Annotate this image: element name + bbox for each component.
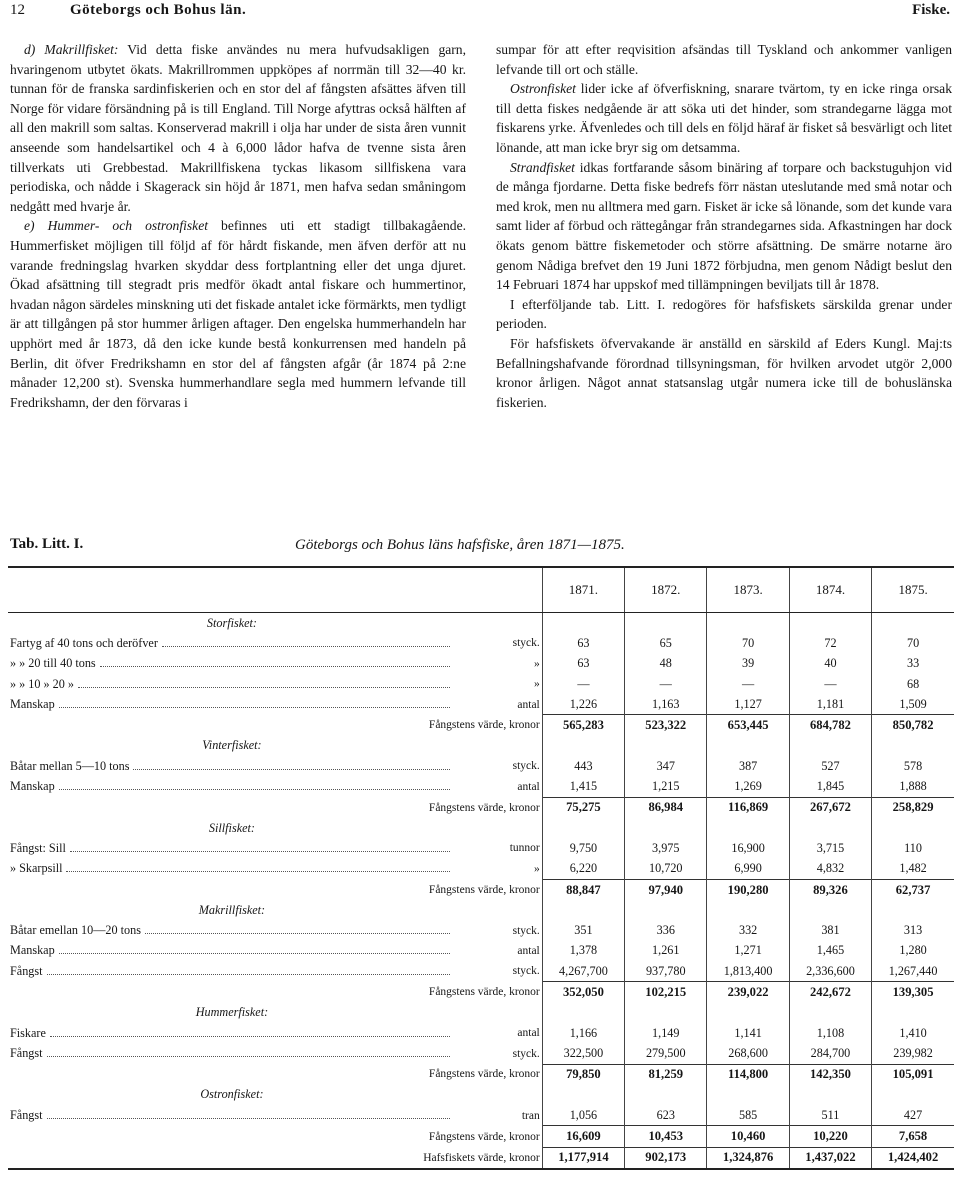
year-value-cell: 114,800 (707, 1064, 789, 1085)
section-heading-row (8, 818, 954, 838)
empty-cell (707, 1003, 789, 1023)
year-value-cell: 1,267,440 (872, 961, 954, 982)
empty-cell (707, 736, 789, 756)
table-header-row (8, 567, 954, 613)
section-title: Fiske. (912, 2, 950, 18)
table-row (8, 838, 954, 858)
row-label-cell (8, 838, 456, 858)
year-value-cell: 40 (789, 654, 871, 674)
year-value-cell: 70 (872, 633, 954, 653)
unit-cell (456, 736, 542, 756)
year-value-cell: 3,715 (789, 838, 871, 858)
year-value-cell: 1,280 (872, 941, 954, 961)
total-label: Fångstens värde, kronor (428, 801, 540, 814)
table-title: Göteborgs och Bohus läns hafsfiske, åren 1871—1875. (295, 537, 625, 553)
body-paragraph (496, 40, 952, 79)
year-value-cell: 10,720 (625, 859, 707, 880)
paragraph-lead: e) Hummer- och ostronfisket (24, 218, 209, 234)
unit-cell (456, 900, 542, 920)
year-value-cell: 527 (789, 756, 871, 776)
row-label-text: Fartyg af 40 tons och deröfver (10, 635, 158, 650)
row-label (10, 923, 454, 938)
leader-dots (47, 1046, 450, 1057)
table-row (8, 941, 954, 961)
year-value-cell: 1,056 (542, 1105, 624, 1126)
grand-total-label: Hafsfiskets värde, kronor (423, 1151, 540, 1164)
year-value-cell: 351 (542, 920, 624, 940)
leader-dots (162, 636, 450, 647)
page-header (10, 2, 950, 26)
year-value-cell: 239,022 (707, 982, 789, 1003)
year-value-cell: 523,322 (625, 715, 707, 736)
table-row (8, 859, 954, 880)
year-value-cell: 62,737 (872, 879, 954, 900)
year-value-cell: 1,415 (542, 776, 624, 797)
section-heading-row (8, 1085, 954, 1105)
row-label (10, 779, 454, 794)
unit-cell (456, 613, 542, 634)
year-value-cell: 68 (872, 674, 954, 694)
section-heading-row (8, 900, 954, 920)
total-label: Fångstens värde, kronor (428, 1068, 540, 1081)
row-label (10, 1046, 454, 1061)
paragraph-lead: d) Makrillfisket: (24, 42, 119, 57)
row-label-text: Båtar emellan 10—20 tons (10, 923, 141, 938)
year-value-cell: 1,271 (707, 941, 789, 961)
year-value-cell: — (542, 674, 624, 694)
year-value-cell: 937,780 (625, 961, 707, 982)
year-value-cell: 4,267,700 (542, 961, 624, 982)
year-value-cell: 33 (872, 654, 954, 674)
year-header: 1874. (789, 567, 871, 613)
year-header: 1875. (872, 567, 954, 613)
empty-cell (872, 736, 954, 756)
table-row (8, 694, 954, 715)
leader-dots (100, 656, 450, 667)
year-value-cell: 10,453 (625, 1126, 707, 1147)
year-value-cell: 242,672 (789, 982, 871, 1003)
unit-cell (456, 1003, 542, 1023)
row-label (10, 677, 454, 692)
row-label-cell (8, 1023, 456, 1043)
year-value-cell: 89,326 (789, 879, 871, 900)
year-value-cell: 1,108 (789, 1023, 871, 1043)
section-title: Makrillfisket: (198, 902, 266, 917)
year-value-cell: 578 (872, 756, 954, 776)
page-number: 12 (10, 2, 25, 18)
year-value-cell: 313 (872, 920, 954, 940)
leader-dots (59, 779, 450, 790)
paragraph-text: För hafsfiskets öfvervakande är anställd en särskild af Eders Kungl. Maj:ts Befallningshafvande förordnad tillsyningsman, för hvilken arvodet utgör 2,000 kronor årligen. Något annat statsanslag utgår numera icke till de bohuslänska fiskerien. (496, 335, 952, 410)
year-value-cell: 1,410 (872, 1023, 954, 1043)
section-total-row (8, 797, 954, 818)
year-value-cell: 387 (707, 756, 789, 776)
section-total-row (8, 982, 954, 1003)
year-value-cell: 565,283 (542, 715, 624, 736)
row-label-text: Fångst (10, 963, 43, 978)
year-value-cell: 65 (625, 633, 707, 653)
year-value-cell: — (707, 674, 789, 694)
paragraph-text: I efterföljande tab. Litt. I. redogöres för hafsfiskets särskilda grenar under perioden. (496, 296, 952, 332)
year-value-cell: 850,782 (872, 715, 954, 736)
row-label-cell (8, 920, 456, 940)
year-value-cell: 2,336,600 (789, 961, 871, 982)
year-value-cell: 1,813,400 (707, 961, 789, 982)
section-total-row (8, 715, 954, 736)
table-row (8, 756, 954, 776)
empty-cell (789, 1003, 871, 1023)
table-label: Tab. Litt. I. (10, 536, 84, 552)
unit-cell: » (534, 678, 540, 691)
empty-cell (625, 900, 707, 920)
year-value-cell: 427 (872, 1105, 954, 1126)
year-value-cell: 1,261 (625, 941, 707, 961)
year-value-cell: 142,350 (789, 1064, 871, 1085)
body-paragraph (496, 158, 952, 295)
year-header: 1871. (542, 567, 624, 613)
year-value-cell: 1,127 (707, 694, 789, 715)
year-value-cell: 267,672 (789, 797, 871, 818)
year-value-cell: 81,259 (625, 1064, 707, 1085)
section-total-row (8, 879, 954, 900)
row-label (10, 1108, 454, 1123)
empty-cell (707, 1085, 789, 1105)
row-label (10, 943, 454, 958)
row-label-cell (8, 633, 456, 653)
body-paragraph (10, 40, 466, 216)
body-paragraph (496, 79, 952, 157)
paragraph-lead: Strandfisket (510, 159, 575, 175)
year-value-cell: 1,177,914 (542, 1147, 624, 1169)
row-label-cell (8, 654, 456, 674)
unit-cell: styck. (512, 760, 540, 773)
year-value-cell: 1,141 (707, 1023, 789, 1043)
section-heading-row (8, 1003, 954, 1023)
year-value-cell: 9,750 (542, 838, 624, 858)
year-value-cell: 10,460 (707, 1126, 789, 1147)
year-value-cell: 16,609 (542, 1126, 624, 1147)
paragraph-text: sumpar för att efter reqvisition afsändas till Tyskland och ankommer vanligen lefvande till ort och ställe. (496, 42, 952, 77)
table-row (8, 1023, 954, 1043)
year-header: 1872. (625, 567, 707, 613)
year-value-cell: 347 (625, 756, 707, 776)
year-value-cell: 70 (707, 633, 789, 653)
year-value-cell: — (789, 674, 871, 694)
year-value-cell: 1,509 (872, 694, 954, 715)
empty-cell (625, 1003, 707, 1023)
leader-dots (70, 841, 450, 852)
total-label: Fångstens värde, kronor (428, 1130, 540, 1143)
year-value-cell: 1,166 (542, 1023, 624, 1043)
year-value-cell: 7,658 (872, 1126, 954, 1147)
leader-dots (145, 923, 450, 934)
table-row (8, 920, 954, 940)
year-value-cell: 1,465 (789, 941, 871, 961)
leader-dots (47, 1108, 450, 1119)
year-value-cell: 322,500 (542, 1043, 624, 1064)
row-label-cell (8, 941, 456, 961)
row-label-text: Fångst: Sill (10, 840, 66, 855)
year-value-cell: 48 (625, 654, 707, 674)
section-title: Hummerfisket: (195, 1005, 269, 1020)
empty-cell (789, 1085, 871, 1105)
year-value-cell: 10,220 (789, 1126, 871, 1147)
section-title: Storfisket: (206, 615, 257, 630)
empty-cell (542, 1003, 624, 1023)
unit-cell: » (534, 862, 540, 875)
row-label-cell (8, 756, 456, 776)
row-label-text: Fångst (10, 1046, 43, 1061)
leader-dots (59, 943, 450, 954)
row-label-text: Manskap (10, 779, 55, 794)
year-value-cell: 79,850 (542, 1064, 624, 1085)
empty-cell (872, 1085, 954, 1105)
empty-cell (789, 900, 871, 920)
year-value-cell: 63 (542, 654, 624, 674)
year-value-cell: 102,215 (625, 982, 707, 1003)
year-value-cell: 116,869 (707, 797, 789, 818)
section-heading-row (8, 613, 954, 634)
unit-cell: antal (517, 944, 540, 957)
empty-cell (707, 818, 789, 838)
paragraph-lead: Ostronfisket (510, 81, 576, 97)
empty-cell (707, 613, 789, 634)
year-value-cell: 623 (625, 1105, 707, 1126)
empty-cell (872, 818, 954, 838)
year-value-cell: 72 (789, 633, 871, 653)
empty-cell (707, 900, 789, 920)
year-value-cell: 1,888 (872, 776, 954, 797)
unit-cell: tunnor (509, 842, 540, 855)
year-value-cell: 86,984 (625, 797, 707, 818)
body-paragraph (496, 334, 952, 412)
row-label-text: » Skarpsill (10, 861, 63, 876)
empty-cell (542, 900, 624, 920)
year-value-cell: 88,847 (542, 879, 624, 900)
paragraph-text: befinnes uti ett stadigt tillbakagående. Hummerfisket möjligen till följd af för hårdt fiskande, men äfven derför att nu varande fredningslag hvarken skyddar dess fortplantning eller det unga djuret. Ökad afsättning till stegradt pris medför ökadt antal fiskare och hummertinor, hvadan någon särdeles minskning uti det fiskade antalet icke förmärkts, men tydligt är att tillgången på stor hummer årligen aftager. Den engelska hummerhandeln har upphört med år 1873, då den icke kunde bestå konkurrensen med handeln på Berlin, dit öfver Fredrikshamn en stor del af fångsten afgår (år 1874 på 2:ne månader 12,200 st). Svenska hummerhandlare segla med hummern lefvande till Fredrikshamn, der den förvaras i (10, 218, 467, 410)
year-value-cell: 105,091 (872, 1064, 954, 1085)
section-total-row (8, 1126, 954, 1147)
unit-cell: styck. (512, 965, 540, 978)
year-value-cell: 63 (542, 633, 624, 653)
body-paragraph (496, 295, 952, 334)
row-label-text: Fångst (10, 1108, 43, 1123)
year-value-cell: 352,050 (542, 982, 624, 1003)
year-value-cell: 653,445 (707, 715, 789, 736)
row-label-text: » » 10 » 20 » (10, 676, 74, 691)
leader-dots (50, 1026, 450, 1037)
year-value-cell: 1,378 (542, 941, 624, 961)
unit-cell: antal (517, 698, 540, 711)
total-label: Fångstens värde, kronor (428, 986, 540, 999)
year-value-cell: 1,149 (625, 1023, 707, 1043)
row-label-cell (8, 1105, 456, 1126)
empty-cell (625, 613, 707, 634)
table-row (8, 776, 954, 797)
empty-cell (542, 818, 624, 838)
year-value-cell: 1,269 (707, 776, 789, 797)
empty-cell (789, 736, 871, 756)
section-total-row (8, 1064, 954, 1085)
row-label (10, 759, 454, 774)
year-value-cell: 268,600 (707, 1043, 789, 1064)
row-label-cell (8, 694, 456, 715)
year-value-cell: 1,437,022 (789, 1147, 871, 1169)
year-value-cell: 284,700 (789, 1043, 871, 1064)
year-value-cell: 585 (707, 1105, 789, 1126)
row-label-text: Manskap (10, 943, 55, 958)
empty-cell (789, 613, 871, 634)
empty-cell (872, 613, 954, 634)
year-value-cell: 1,324,876 (707, 1147, 789, 1169)
unit-cell: » (534, 657, 540, 670)
year-value-cell: 16,900 (707, 838, 789, 858)
year-value-cell: 279,500 (625, 1043, 707, 1064)
year-value-cell: 4,832 (789, 859, 871, 880)
table-caption (10, 536, 950, 558)
table-row (8, 674, 954, 694)
section-heading-row (8, 736, 954, 756)
table-row (8, 961, 954, 982)
year-value-cell: 511 (789, 1105, 871, 1126)
section-title: Ostronfisket: (200, 1087, 264, 1102)
year-value-cell: 336 (625, 920, 707, 940)
row-label-cell (8, 776, 456, 797)
year-value-cell: 190,280 (707, 879, 789, 900)
leader-dots (59, 697, 450, 708)
year-value-cell: 332 (707, 920, 789, 940)
row-label-cell (8, 961, 456, 982)
unit-cell (456, 1085, 542, 1105)
year-value-cell: 110 (872, 838, 954, 858)
row-label (10, 656, 454, 671)
row-label-cell (8, 859, 456, 880)
year-value-cell: 139,305 (872, 982, 954, 1003)
empty-cell (542, 613, 624, 634)
grand-total-row (8, 1147, 954, 1169)
left-text-column (10, 40, 466, 412)
empty-cell (872, 900, 954, 920)
year-value-cell: 443 (542, 756, 624, 776)
body-paragraph (10, 216, 466, 412)
unit-cell: styck. (512, 1047, 540, 1060)
year-value-cell: 1,226 (542, 694, 624, 715)
row-label-text: » » 20 till 40 tons (10, 656, 96, 671)
year-value-cell: — (625, 674, 707, 694)
year-value-cell: 1,215 (625, 776, 707, 797)
total-label: Fångstens värde, kronor (428, 883, 540, 896)
empty-cell (789, 818, 871, 838)
row-label (10, 1026, 454, 1041)
year-value-cell: 75,275 (542, 797, 624, 818)
empty-cell (542, 736, 624, 756)
paragraph-text: idkas fortfarande såsom binäring af torpare och backstuguhjon vid de många fjordarne. Detta fiske bedrefs förr nästan uteslutande med små notar och med krok, men nu alltmera med garn. Fisket är icke så lönande, som det kunde vara samt lider af förbud och rättegångar från strandegarnes sida. Afkastningen har dock ökats genom bättre fiskemetoder och större afsättning. De smärre notarne äro genom Nådiga brefvet den 19 Juni 1872 förbjudna, men genom Nådigt beslut den 14 Februari 1874 har uppskof med tillämpningen beviljats till år 1878. (496, 159, 952, 293)
table-row (8, 654, 954, 674)
year-value-cell: 3,975 (625, 838, 707, 858)
paragraph-text: Vid detta fiske användes nu mera hufvudsakligen garn, hvaringenom utbytet ökats. Makrillrommen uppköpes af norrmän till 32—40 kr. tunnan för de franska sardinfiskerien och en stor del af fångsten afsättes äfven till Norge för vidare försändning på is till England. Till Norge afyttras också hälften af all den makrill som saltas. Konserverad makrill i olja har under de sista åren vunnit anseende som handelsartikel och 4 à 6,000 lådor hafva de tvenne sista åren tillverkats uti Grebbestad. Makrillfiskena tyckas likasom sillfiskena vara periodiska, och nådde i Skagerack sin höjd år 1871, men hafva sedan småningom nedgått med hvarje år. (10, 42, 466, 214)
year-value-cell: 1,163 (625, 694, 707, 715)
year-value-cell: 684,782 (789, 715, 871, 736)
empty-cell (625, 1085, 707, 1105)
table-row (8, 1043, 954, 1064)
year-header: 1873. (707, 567, 789, 613)
leader-dots (47, 964, 450, 975)
year-value-cell: 1,482 (872, 859, 954, 880)
year-value-cell: 258,829 (872, 797, 954, 818)
year-value-cell: 381 (789, 920, 871, 940)
paragraph-text: lider icke af öfverfiskning, snarare tvärtom, ty en icke ringa orsak till detta fiskes nedgående är att söka uti det hinder, som strandegarne lägga mot fiskarens yrke. Äfvenledes och till dels en följd häraf är fisket så besvärligt och litet lönande, att man icke bryr sig om detsamma. (496, 81, 952, 155)
row-label-text: Manskap (10, 697, 55, 712)
table-row (8, 1105, 954, 1126)
section-title: Sillfisket: (208, 820, 255, 835)
year-value-cell: 6,220 (542, 859, 624, 880)
row-label (10, 964, 454, 979)
row-label-text: Båtar mellan 5—10 tons (10, 758, 130, 773)
year-value-cell: 1,424,402 (872, 1147, 954, 1169)
row-label-cell (8, 674, 456, 694)
total-label: Fångstens värde, kronor (428, 719, 540, 732)
fishery-table (8, 566, 954, 1170)
row-label (10, 841, 454, 856)
empty-cell (625, 818, 707, 838)
empty-cell (625, 736, 707, 756)
section-title: Vinterfisket: (202, 738, 262, 753)
unit-cell: antal (517, 1027, 540, 1040)
running-title: Göteborgs och Bohus län. (70, 2, 247, 18)
header-blank (456, 567, 542, 613)
unit-cell: styck. (512, 637, 540, 650)
year-value-cell: 1,181 (789, 694, 871, 715)
row-label-cell (8, 1043, 456, 1064)
leader-dots (133, 759, 449, 770)
unit-cell (456, 818, 542, 838)
year-value-cell: 1,845 (789, 776, 871, 797)
unit-cell: tran (521, 1109, 540, 1122)
row-label (10, 861, 454, 876)
empty-cell (542, 1085, 624, 1105)
year-value-cell: 902,173 (625, 1147, 707, 1169)
row-label-text: Fiskare (10, 1025, 46, 1040)
row-label (10, 636, 454, 651)
unit-cell: antal (517, 780, 540, 793)
empty-cell (872, 1003, 954, 1023)
right-text-column (496, 40, 952, 412)
unit-cell: styck. (512, 924, 540, 937)
row-label (10, 697, 454, 712)
year-value-cell: 97,940 (625, 879, 707, 900)
header-blank (8, 567, 456, 613)
year-value-cell: 6,990 (707, 859, 789, 880)
table-row (8, 633, 954, 653)
leader-dots (78, 677, 450, 688)
leader-dots (66, 861, 449, 872)
year-value-cell: 39 (707, 654, 789, 674)
year-value-cell: 239,982 (872, 1043, 954, 1064)
